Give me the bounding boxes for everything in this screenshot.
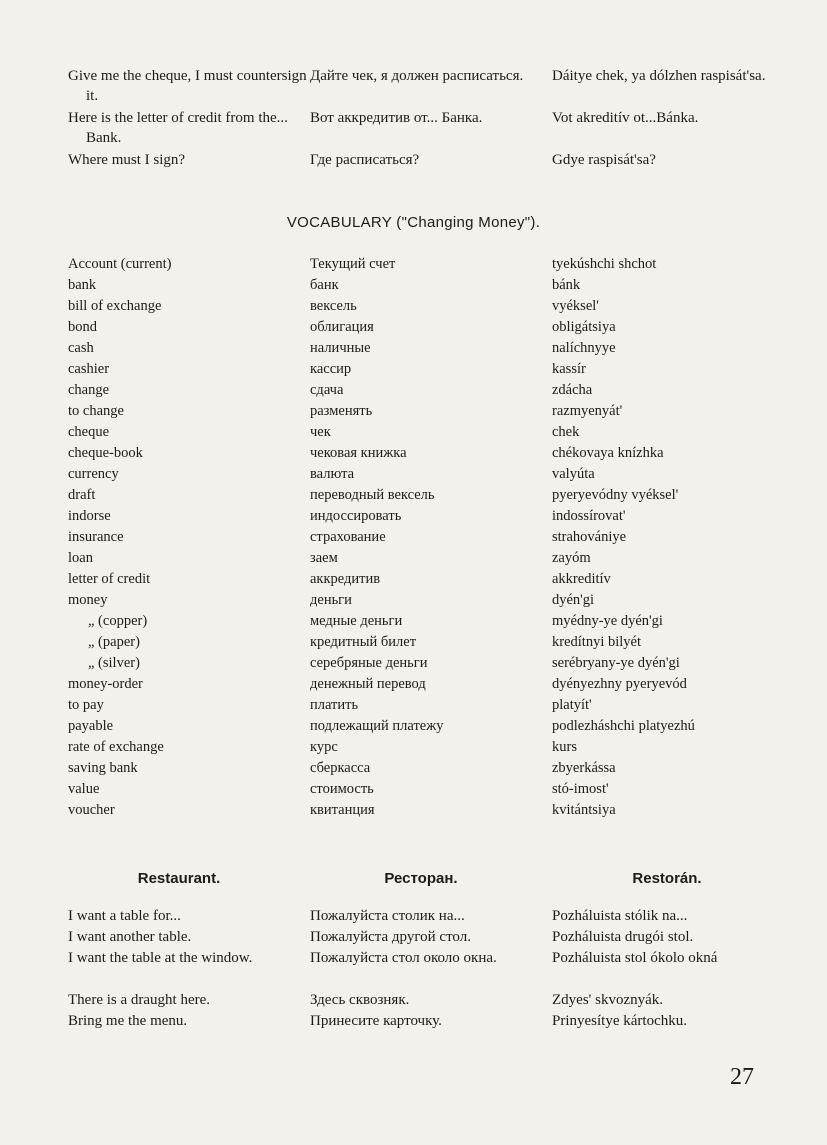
vocab-row (0, 296, 827, 317)
vocab-english: to pay (68, 697, 104, 713)
english-phrase: I want the table at the window. (68, 950, 253, 966)
english-phrase: Where must I sign? (68, 152, 186, 168)
vocab-transliteration: kvitántsiya (552, 802, 616, 818)
vocab-transliteration: platyít' (552, 697, 592, 713)
english-phrase: I want a table for... (68, 908, 181, 924)
restaurant-phrases (0, 906, 827, 1032)
vocab-transliteration: pyeryevódny vyéksel' (552, 487, 679, 503)
vocab-transliteration: zbyerkássa (552, 760, 616, 776)
vocab-transliteration: kassír (552, 361, 586, 377)
phrase-block-top (0, 66, 827, 171)
vocab-russian: кредитный билет (310, 634, 417, 650)
english-phrase: Give me the cheque, I must countersign it. (68, 68, 307, 104)
phrase-row (0, 990, 827, 1011)
vocab-russian: серебряные деньги (310, 655, 428, 671)
transliteration: Prinyesítye kártochku. (552, 1013, 687, 1029)
restaurant-headings (0, 870, 827, 894)
vocab-english: currency (68, 466, 119, 482)
vocab-row (0, 758, 827, 779)
vocab-row (0, 485, 827, 506)
vocab-english: money (68, 592, 108, 608)
russian-phrase: Пожалуйста другой стол. (310, 929, 471, 945)
vocab-transliteration: stó-imost' (552, 781, 609, 797)
vocab-english: voucher (68, 802, 115, 818)
vocab-row (0, 359, 827, 380)
english-phrase: Bring me the menu. (68, 1013, 188, 1029)
transliteration: Dáitye chek, ya dólzhen raspisát'sa. (552, 68, 766, 84)
vocab-row (0, 800, 827, 821)
vocab-row (0, 506, 827, 527)
vocab-english: „ (copper) (88, 613, 148, 629)
vocab-english: cashier (68, 361, 110, 377)
phrase-row (0, 948, 827, 990)
vocab-transliteration: dyén'gi (552, 592, 595, 608)
section-heading-russian: Ресторан. (384, 870, 458, 887)
phrase-row (0, 1011, 827, 1032)
vocab-row (0, 527, 827, 548)
english-phrase: There is a draught here. (68, 992, 211, 1008)
vocab-row (0, 674, 827, 695)
vocab-transliteration: chékovaya knízhka (552, 445, 664, 461)
vocab-russian: разменять (310, 403, 373, 419)
vocab-english: change (68, 382, 110, 398)
english-phrase: Here is the letter of credit from the... Bank. (68, 110, 288, 146)
vocab-english: letter of credit (68, 571, 151, 587)
vocab-russian: медные деньги (310, 613, 403, 629)
vocab-transliteration: vyéksel' (552, 298, 599, 314)
vocab-row (0, 401, 827, 422)
vocab-row (0, 611, 827, 632)
phrase-row (0, 150, 827, 171)
vocab-english: saving bank (68, 760, 138, 776)
vocab-row (0, 464, 827, 485)
vocab-english: loan (68, 550, 93, 566)
vocab-row (0, 653, 827, 674)
vocab-russian: чек (310, 424, 331, 440)
vocab-transliteration: akkreditív (552, 571, 611, 587)
vocab-row (0, 716, 827, 737)
vocab-transliteration: zdácha (552, 382, 593, 398)
page-number: 27 (730, 1064, 754, 1090)
vocab-row (0, 254, 827, 275)
vocab-russian: облигация (310, 319, 374, 335)
vocab-row (0, 422, 827, 443)
vocab-transliteration: tyekúshchi shchot (552, 256, 657, 272)
transliteration: Gdye raspisát'sa? (552, 152, 656, 168)
vocab-russian: подлежащий платежу (310, 718, 444, 734)
vocab-russian: курс (310, 739, 338, 755)
vocab-transliteration: podlezháshchi platyezhú (552, 718, 695, 734)
vocab-row (0, 443, 827, 464)
russian-phrase: Дайте чек, я должен расписаться. (310, 68, 524, 84)
vocab-transliteration: kredítnyi bilyét (552, 634, 641, 650)
vocab-transliteration: strahovániye (552, 529, 627, 545)
vocab-row (0, 779, 827, 800)
vocab-english: indorse (68, 508, 111, 524)
vocab-row (0, 275, 827, 296)
russian-phrase: Где расписаться? (310, 152, 420, 168)
vocab-transliteration: dyényezhny pyeryevód (552, 676, 687, 692)
vocab-russian: сберкасса (310, 760, 371, 776)
vocab-russian: банк (310, 277, 339, 293)
vocab-russian: индоссировать (310, 508, 402, 524)
phrase-row (0, 108, 827, 150)
vocab-english: to change (68, 403, 124, 419)
vocab-english: „ (silver) (88, 655, 140, 671)
vocab-english: draft (68, 487, 96, 503)
russian-phrase: Вот аккредитив от... Банка. (310, 110, 483, 126)
transliteration: Pozháluista stólik na... (552, 908, 688, 924)
section-heading-english: Restaurant. (137, 870, 221, 887)
russian-phrase: Пожалуйста столик на... (310, 908, 465, 924)
vocabulary-heading: VOCABULARY ("Changing Money"). (286, 214, 541, 231)
transliteration: Vot akreditív ot...Bánka. (552, 110, 699, 126)
vocab-row (0, 380, 827, 401)
vocab-row (0, 632, 827, 653)
vocab-russian: Текущий счет (310, 256, 396, 272)
vocab-russian: платить (310, 697, 359, 713)
vocab-row (0, 695, 827, 716)
vocab-russian: аккредитив (310, 571, 381, 587)
phrase-row (0, 906, 827, 927)
vocab-russian: квитанция (310, 802, 375, 818)
vocab-transliteration: zayóm (552, 550, 591, 566)
vocab-row (0, 737, 827, 758)
vocab-transliteration: valyúta (552, 466, 595, 482)
vocab-english: insurance (68, 529, 124, 545)
vocab-english: value (68, 781, 100, 797)
phrase-row (0, 927, 827, 948)
vocab-transliteration: bánk (552, 277, 581, 293)
english-phrase: I want another table. (68, 929, 192, 945)
vocab-russian: деньги (310, 592, 352, 608)
vocab-row (0, 590, 827, 611)
vocab-row (0, 317, 827, 338)
phrase-row (0, 66, 827, 108)
vocab-english: rate of exchange (68, 739, 164, 755)
vocab-russian: заем (310, 550, 338, 566)
vocab-transliteration: obligátsiya (552, 319, 616, 335)
vocab-english: money-order (68, 676, 143, 692)
russian-phrase: Пожалуйста стол около окна. (310, 950, 497, 966)
vocab-russian: денежный перевод (310, 676, 426, 692)
vocab-transliteration: indossírovat' (552, 508, 626, 524)
section-heading-transliteration: Restorán. (632, 870, 702, 887)
russian-phrase: Принесите карточку. (310, 1013, 442, 1029)
russian-phrase: Здесь сквозняк. (310, 992, 410, 1008)
vocab-transliteration: nalíchnyye (552, 340, 616, 356)
vocab-english: „ (paper) (88, 634, 140, 650)
vocab-russian: стоимость (310, 781, 374, 797)
vocab-english: cash (68, 340, 94, 356)
vocab-russian: вексель (310, 298, 357, 314)
vocab-english: payable (68, 718, 114, 734)
vocab-russian: сдача (310, 382, 344, 398)
vocab-row (0, 569, 827, 590)
vocab-english: cheque-book (68, 445, 143, 461)
transliteration: Zdyes' skvoznyák. (552, 992, 664, 1008)
transliteration: Pozháluista drugói stol. (552, 929, 694, 945)
vocab-russian: наличные (310, 340, 371, 356)
vocab-russian: переводный вексель (310, 487, 435, 503)
vocab-transliteration: chek (552, 424, 580, 440)
vocab-russian: валюта (310, 466, 355, 482)
vocab-transliteration: kurs (552, 739, 577, 755)
vocab-russian: чековая книжка (310, 445, 407, 461)
vocab-russian: кассир (310, 361, 352, 377)
vocab-row (0, 548, 827, 569)
vocab-row (0, 338, 827, 359)
vocab-english: bill of exchange (68, 298, 162, 314)
vocab-english: bond (68, 319, 97, 335)
vocab-transliteration: serébryany-ye dyén'gi (552, 655, 680, 671)
vocabulary-list (0, 254, 827, 821)
transliteration: Pozháluista stol ókolo okná (552, 950, 718, 966)
vocab-english: cheque (68, 424, 110, 440)
vocab-transliteration: myédny-ye dyén'gi (552, 613, 663, 629)
vocab-english: Account (current) (68, 256, 172, 272)
vocab-english: bank (68, 277, 97, 293)
vocab-russian: страхование (310, 529, 386, 545)
vocab-transliteration: razmyenyát' (552, 403, 623, 419)
